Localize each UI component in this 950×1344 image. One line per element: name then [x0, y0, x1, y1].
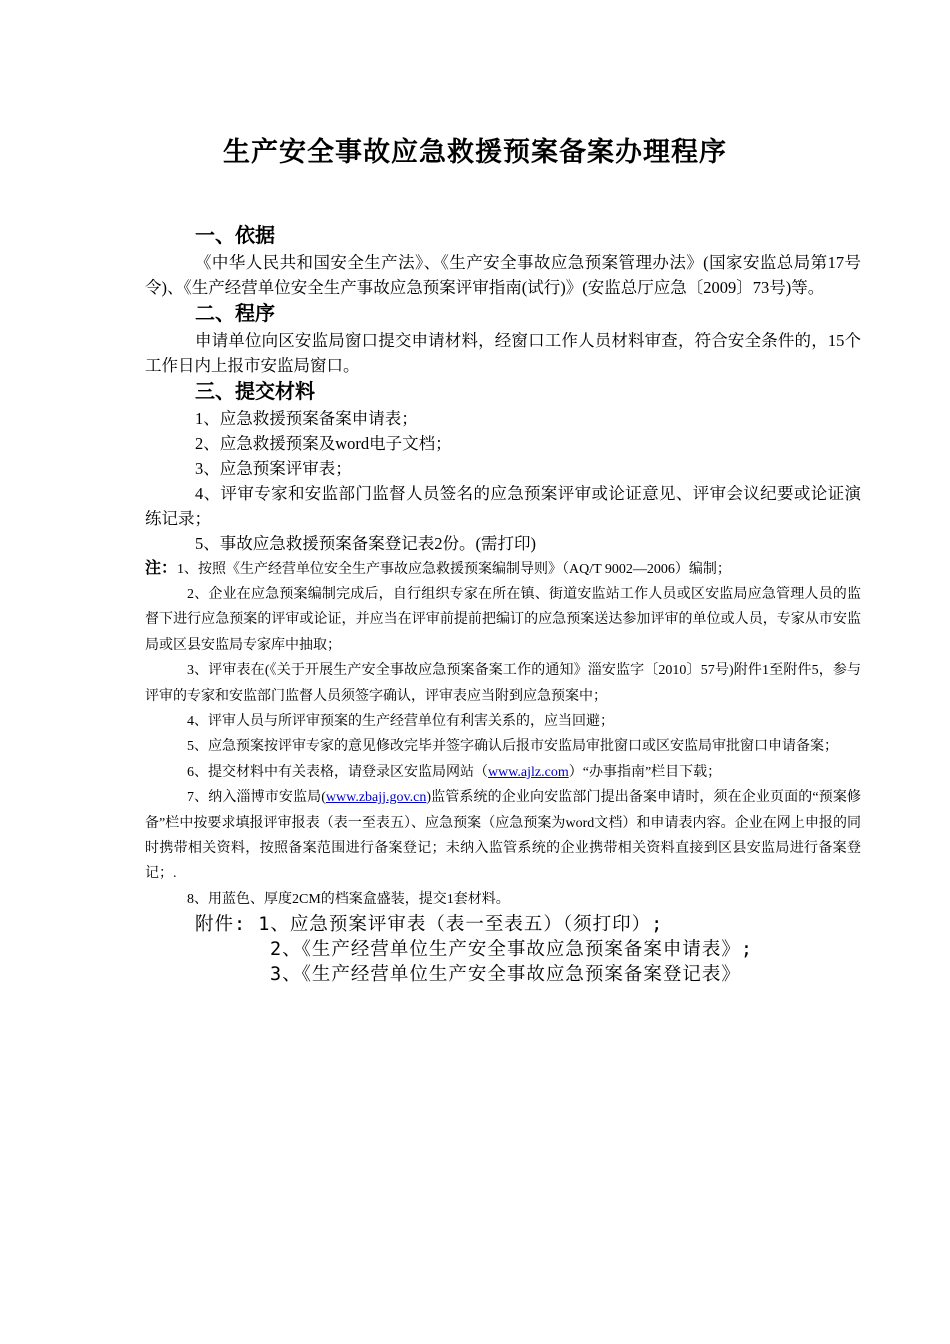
basis-paragraph: 《中华人民共和国安全生产法》、《生产安全事故应急预案管理办法》(国家安监总局第17号令)、《生产经营单位安全生产事故应急预案评审指南(试行)》(安监总厅应急〔2009〕73号)等。: [145, 253, 861, 297]
procedure-paragraph: 申请单位向区安监局窗口提交申请材料，经窗口工作人员材料审查，符合安全条件的，15个工作日内上报市安监局窗口。: [145, 331, 861, 375]
note-text: ）“办事指南”栏目下载；: [568, 764, 722, 780]
notes-label: 注：: [145, 560, 178, 577]
document-body: [145, 222, 861, 987]
note-item: 4、评审人员与所评审预案的生产经营单位有利害关系的，应当回避；: [187, 714, 614, 730]
material-item: 5、事故应急救援预案备案登记表2份。(需打印): [195, 534, 536, 553]
material-item: 2、应急救援预案及word电子文档；: [195, 434, 452, 453]
attachment-line: 3、《生产经营单位生产安全事故应急预案备案登记表》: [270, 964, 741, 986]
document-title: 生产安全事故应急救援预案备案办理程序: [223, 137, 727, 167]
note-item: 2、企业在应急预案编制完成后，自行组织专家在所在镇、街道安监站工作人员或区安监局应急管理人员的监督下进行应急预案的评审或论证，并应当在评审前提前把编订的应急预案送达参加评审的单位或人员，专家从市安监局或区县安监局专家库中抽取；: [145, 587, 861, 653]
note-item-website: [145, 760, 861, 785]
website-link[interactable]: www.ajlz.com: [488, 764, 569, 780]
note-item: 3、评审表在(《关于开展生产安全事故应急预案备案工作的通知》淄安监字〔2010〕57号)附件1至附件5，参与评审的专家和安监部门监督人员须签字确认，评审表应当附到应急预案中；: [145, 663, 861, 704]
note-item-system: [145, 785, 861, 887]
notes-first-line: [145, 556, 861, 582]
material-item: 4、评审专家和安监部门监督人员签名的应急预案评审或论证意见、评审会议纪要或论证演练记录；: [145, 484, 861, 528]
attachment-line: 2、《生产经营单位生产安全事故应急预案备案申请表》;: [270, 939, 754, 961]
note-text: )监管系统的企业向安监部门提出备案申请时，须在企业页面的“预案修备”栏中按要求填报评审报表（表一至表五）、应急预案（应急预案为word文档）和申请表内容。企业在网上申报的同时携带相关资料，按照备案范围进行备案登记；未纳入监管系统的企业携带相关资料直接到区县安监局进行备案登记；.: [145, 790, 861, 882]
note-item: 5、应急预案按评审专家的意见修改完毕并签字确认后报市安监局审批窗口或区安监局审批窗口申请备案；: [187, 739, 838, 755]
material-item: 1、应急救援预案备案申请表；: [195, 409, 418, 428]
material-item: 3、应急预案评审表；: [195, 459, 352, 478]
note-text: 6、提交材料中有关表格，请登录区安监局网站（: [187, 764, 488, 780]
note-item: 1、按照《生产经营单位安全生产事故应急救援预案编制导则》（AQ/T 9002—2006）编制；: [177, 562, 731, 577]
bureau-link[interactable]: www.zbajj.gov.cn: [325, 790, 427, 806]
section-heading-procedure: 二、程序: [195, 303, 275, 325]
section-heading-basis: 一、依据: [195, 225, 275, 247]
note-text: 7、纳入淄博市安监局(: [187, 790, 326, 806]
attachment-line: 附件: 1、应急预案评审表（表一至表五）（须打印）;: [195, 914, 664, 936]
section-heading-materials: 三、提交材料: [195, 381, 315, 403]
note-item: 8、用蓝色、厚度2CM的档案盒盛装，提交1套材料。: [187, 891, 510, 907]
